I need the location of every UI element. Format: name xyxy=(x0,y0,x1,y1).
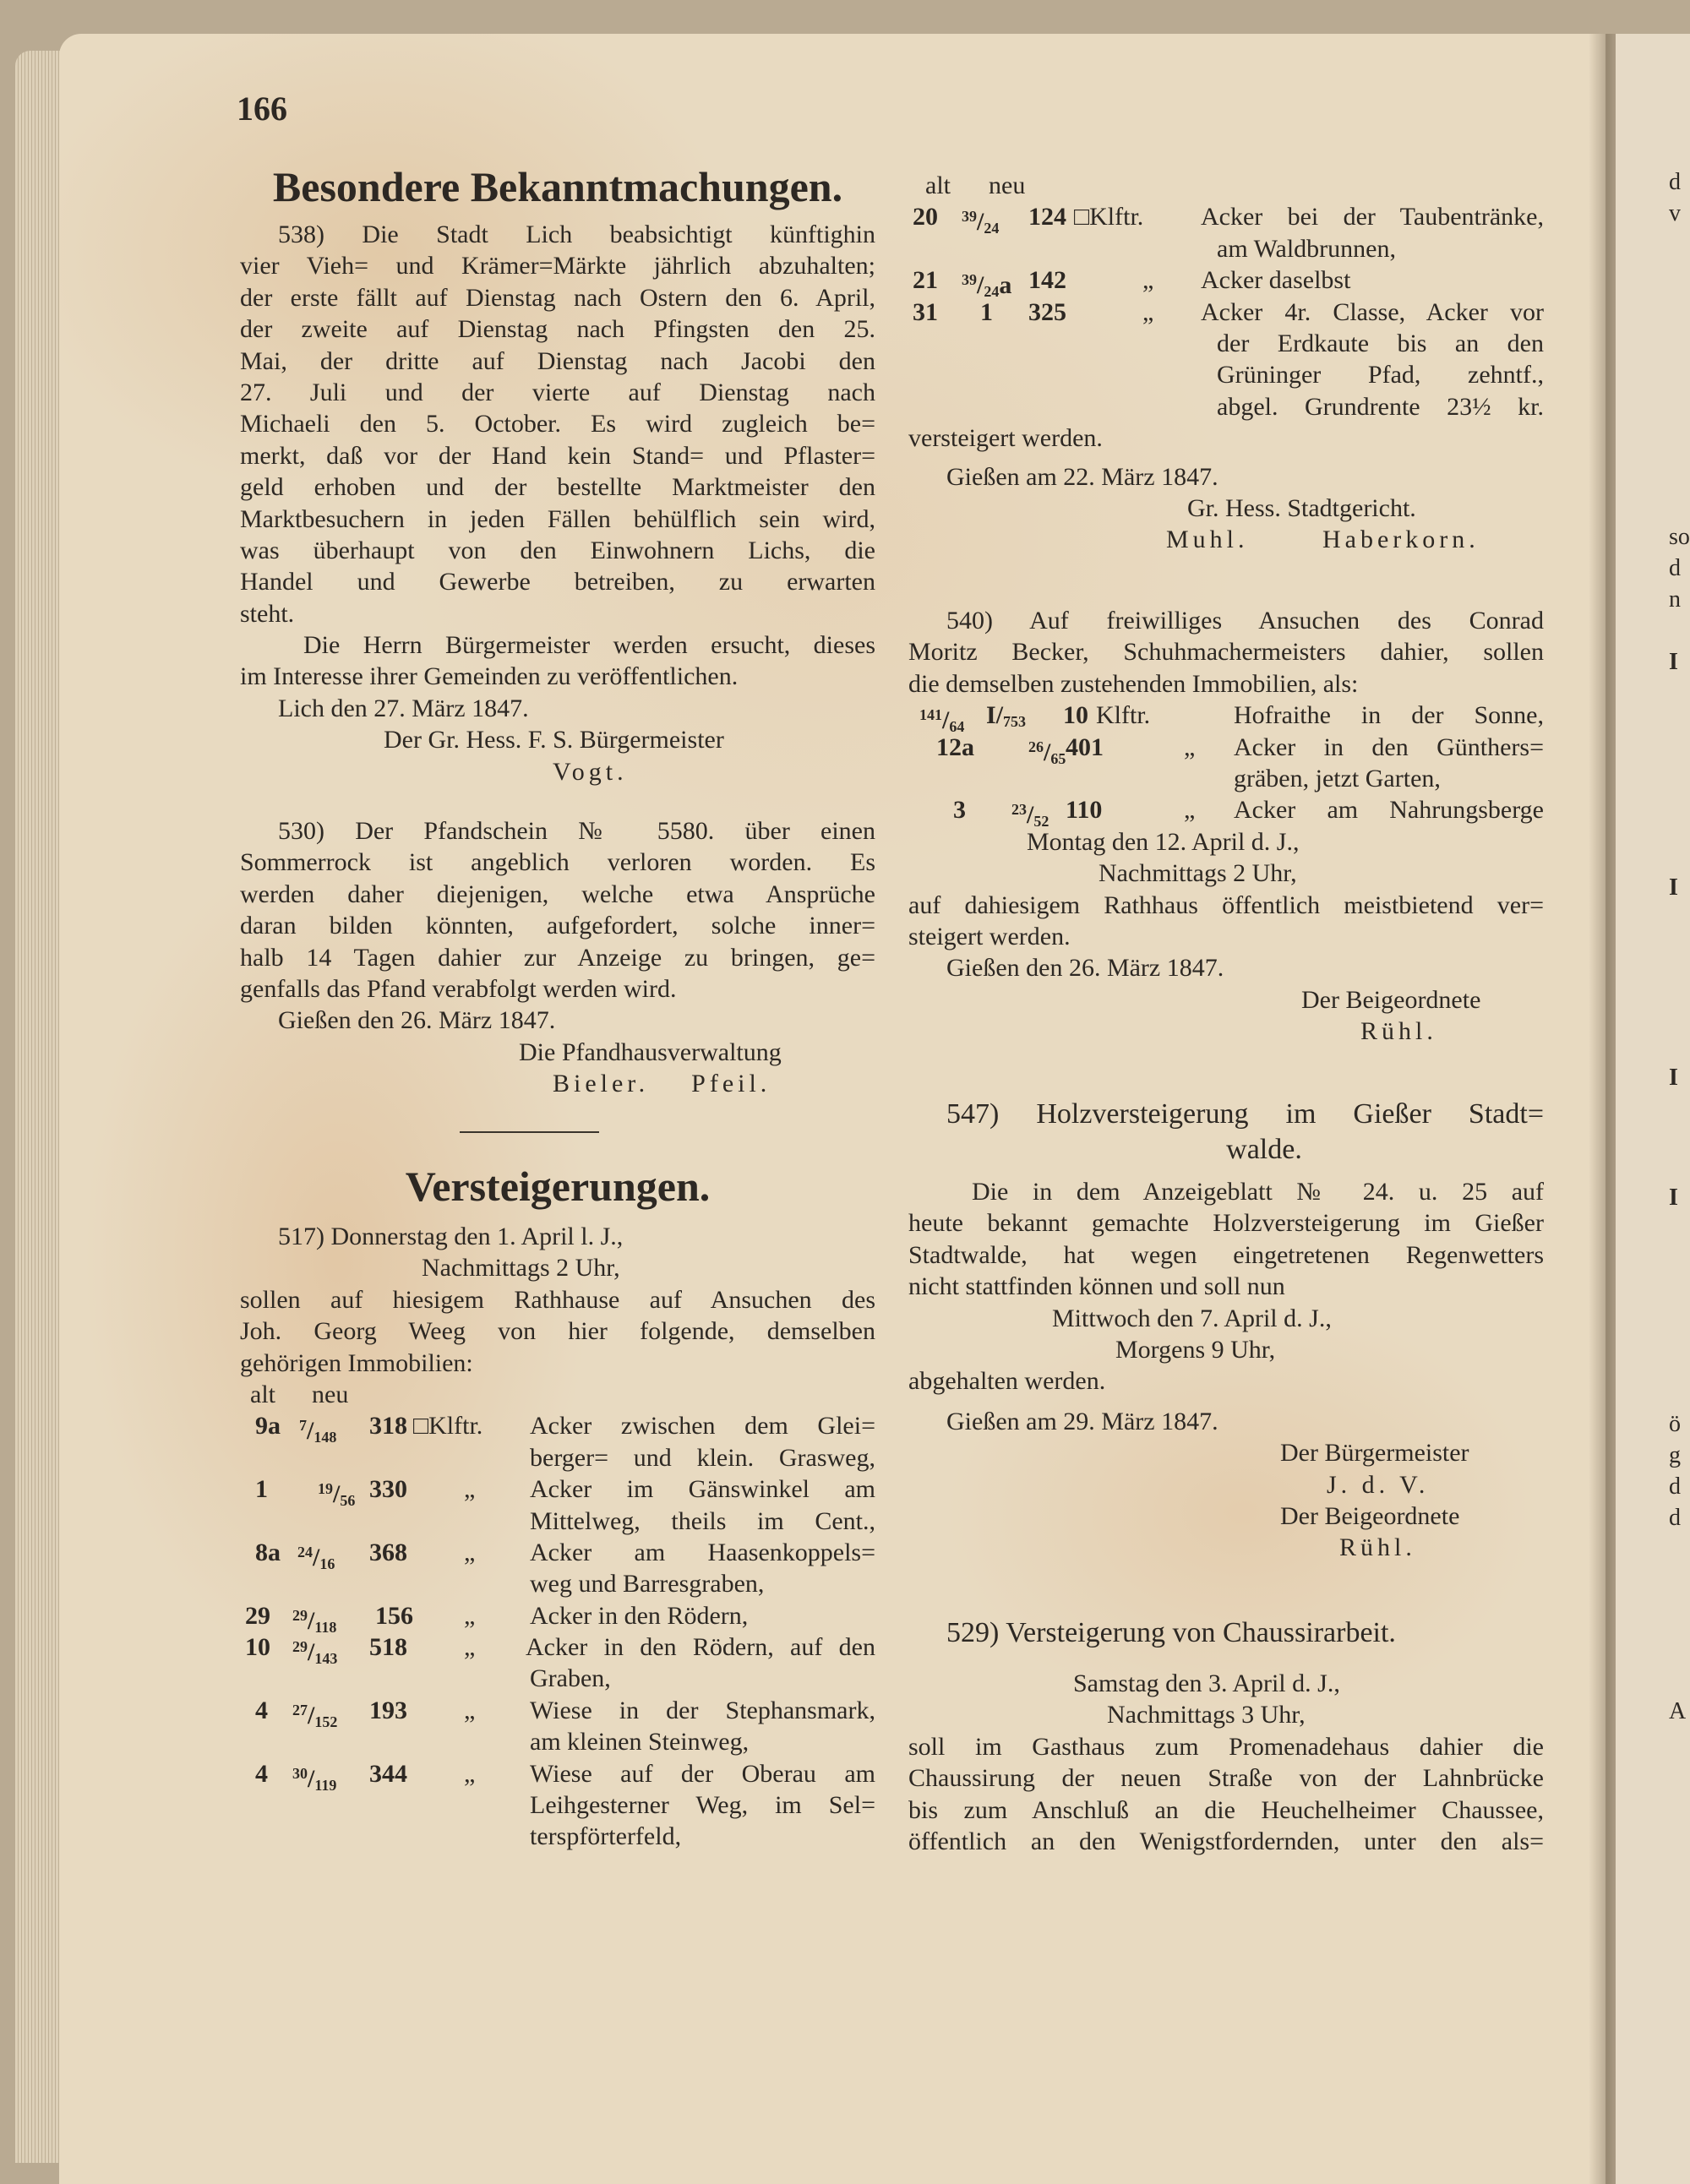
numerator: 39 xyxy=(962,208,977,226)
section-title-announcements: Besondere Bekanntmachungen. xyxy=(272,163,843,210)
notice-540 xyxy=(908,605,1544,1047)
area: 344 xyxy=(369,1759,407,1788)
text-line: halb 14 Tagen dahier zur Anzeige zu bringen, ge= xyxy=(240,943,875,972)
denominator: 56 xyxy=(340,1492,356,1510)
area: 193 xyxy=(369,1696,407,1724)
description: der Erdkaute bis an den xyxy=(1217,329,1544,357)
ditto-mark: „ xyxy=(1142,297,1154,326)
text-line: abgehalten werden. xyxy=(908,1367,1106,1396)
numerator: 141 xyxy=(919,706,942,724)
fragment: n xyxy=(1669,586,1681,613)
section-title-auctions: Versteigerungen. xyxy=(405,1163,711,1210)
neu-fraction: $^{39}/_{24}a$ xyxy=(962,271,1012,301)
signature-names xyxy=(908,524,1544,555)
area: 110 xyxy=(1066,796,1103,825)
fragment: ö xyxy=(1669,1411,1681,1437)
alt-number: 31 xyxy=(913,297,938,326)
notice-547 xyxy=(908,1097,1544,1564)
description: gräben, jetzt Garten, xyxy=(1234,764,1441,792)
description: am kleinen Steinweg, xyxy=(530,1728,750,1756)
fragment: d xyxy=(1669,1473,1681,1500)
text-line: versteigert werden. xyxy=(908,424,1103,453)
fragment: A xyxy=(1669,1698,1687,1724)
text-line: was überhaupt von den Einwohnern Lichs, die xyxy=(240,536,875,564)
area: 156 xyxy=(375,1601,413,1630)
signature-line: Gr. Hess. Stadtgericht. xyxy=(1187,493,1416,522)
neu-fraction: $^{27}/_{152}$ xyxy=(292,1701,338,1730)
area: 142 xyxy=(1028,266,1066,295)
table-row-cont xyxy=(908,233,1544,264)
text-line: Morgens 9 Uhr, xyxy=(1115,1335,1276,1364)
text-line: werden daher diejenigen, welche etwa Ansprüche xyxy=(240,880,875,908)
table-row-cont xyxy=(240,1726,875,1757)
alt-number: 9a xyxy=(255,1412,281,1441)
alt-number: 29 xyxy=(245,1601,270,1630)
neu-fraction: $^{24}/_{16}$ xyxy=(297,1543,335,1572)
date-line: Gießen am 22. März 1847. xyxy=(946,462,1218,491)
description: Acker am Nahrungsberge xyxy=(1234,796,1544,825)
date-line: Gießen am 29. März 1847. xyxy=(946,1407,1218,1435)
col-alt-header: alt xyxy=(250,1380,275,1408)
denominator: 119 xyxy=(314,1776,337,1794)
description: berger= und klein. Grasweg, xyxy=(530,1443,875,1472)
table-row xyxy=(240,1695,875,1730)
text-line: Moritz Becker, Schuhmachermeisters dahier, sollen xyxy=(908,638,1544,667)
alt-number: 4 xyxy=(255,1759,268,1788)
description: Acker bei der Taubentränke, xyxy=(1201,203,1544,231)
table-row xyxy=(240,1473,875,1510)
description: Acker daselbst xyxy=(1201,266,1351,295)
table-row-cont xyxy=(240,1663,875,1694)
text-line: soll im Gasthaus zum Promenadehaus dahier die xyxy=(908,1732,1544,1761)
text-line: 538) Die Stadt Lich beabsichtigt künftighin xyxy=(278,221,875,248)
denominator: 24 xyxy=(984,283,1000,301)
fragment: I xyxy=(1669,1065,1678,1091)
description: Leihgesterner Weg, im Sel= xyxy=(530,1791,875,1820)
col-alt-header: alt xyxy=(925,172,951,199)
table-row-cont xyxy=(240,1506,875,1537)
denominator: 148 xyxy=(313,1429,337,1446)
alt-number: 4 xyxy=(255,1696,268,1724)
table-row-cont xyxy=(240,1568,875,1599)
text-line: Die in dem Anzeigeblatt № 24. u. 25 auf xyxy=(972,1178,1544,1206)
neu-fraction: $^{19}/_{56}$ xyxy=(318,1480,356,1510)
ditto-mark: „ xyxy=(464,1601,476,1630)
signature-name: Muhl. xyxy=(1166,526,1249,554)
text-line: merkt, daß vor der Hand kein Stand= und Pflaster= xyxy=(240,441,875,470)
numerator: 29 xyxy=(292,1638,308,1656)
neu-fraction: $^{29}/_{143}$ xyxy=(292,1638,338,1668)
numerator: 27 xyxy=(292,1701,308,1718)
table-row xyxy=(240,1537,875,1572)
description: Acker 4r. Classe, Acker vor xyxy=(1201,297,1544,326)
text-line: daran bilden könnten, aufgefordert, solche inner= xyxy=(240,912,875,940)
text-line: Mittwoch den 7. April d. J., xyxy=(1052,1304,1332,1332)
text-line: 517) Donnerstag den 1. April l. J., xyxy=(278,1223,624,1250)
neu-fraction: $I/_{753}$ xyxy=(986,701,1027,731)
denominator: 24 xyxy=(984,220,1000,237)
description: Graben, xyxy=(530,1664,611,1693)
table-row xyxy=(908,201,1544,237)
text-line: Nachmittags 2 Uhr, xyxy=(422,1254,620,1283)
numerator: I xyxy=(986,701,996,730)
text-line: nicht stattfinden können und soll nun xyxy=(908,1272,1285,1301)
alt-number: 3 xyxy=(953,796,966,825)
notice-heading: walde. xyxy=(1226,1134,1302,1165)
alt-number: 12a xyxy=(936,733,974,761)
numerator: 39 xyxy=(962,271,977,289)
fragment: d xyxy=(1669,169,1681,195)
table-header xyxy=(908,170,1544,201)
neu-fraction: $^{26}/_{65}$ xyxy=(1028,738,1066,767)
unit: Klftr. xyxy=(1096,701,1151,730)
denominator: 52 xyxy=(1033,813,1049,831)
ditto-mark: „ xyxy=(1184,796,1196,825)
text-line: Michaeli den 5. October. Es wird zugleich be= xyxy=(240,410,875,438)
area: 518 xyxy=(369,1633,407,1662)
text-line: genfalls das Pfand verabfolgt werden wird. xyxy=(240,974,677,1003)
description: Acker in den Günthers= xyxy=(1234,733,1544,761)
notice-heading: 529) Versteigerung von Chaussirarbeit. xyxy=(946,1617,1396,1648)
notice-538 xyxy=(240,219,875,787)
numerator: 26 xyxy=(1028,738,1044,755)
denominator: 152 xyxy=(314,1713,338,1730)
area: 368 xyxy=(369,1538,407,1566)
page-number: 166 xyxy=(237,90,287,128)
table-row xyxy=(240,1410,875,1446)
notice-530 xyxy=(240,815,875,1100)
text-line: Samstag den 3. April d. J., xyxy=(1073,1669,1340,1697)
numerator: 29 xyxy=(292,1606,308,1624)
text-line: Montag den 12. April d. J., xyxy=(1027,827,1300,856)
text-line: Joh. Georg Weeg von hier folgende, demselben xyxy=(240,1317,875,1346)
denominator: 118 xyxy=(314,1618,337,1636)
signature-names: Bieler. Pfeil. xyxy=(553,1070,771,1098)
text-line: Die Herrn Bürgermeister werden ersucht, dieses xyxy=(303,631,875,660)
table-row xyxy=(908,732,1544,767)
signature-line: Der Beigeordnete xyxy=(1280,1501,1460,1530)
area: 401 xyxy=(1066,733,1104,761)
table-row xyxy=(908,264,1544,301)
table-row xyxy=(908,794,1544,831)
alt-number: 1 xyxy=(255,1475,268,1504)
text-line: Nachmittags 2 Uhr, xyxy=(1098,859,1297,888)
text-line: Mai, der dritte auf Dienstag nach Jacobi den xyxy=(240,346,875,375)
fragment: d xyxy=(1669,555,1681,581)
area: 124 xyxy=(1028,203,1066,231)
text-line: öffentlich an den Wenigstfordernden, unter den als= xyxy=(908,1827,1544,1855)
signature-line: Der Gr. Hess. F. S. Bürgermeister xyxy=(384,726,724,754)
table-row xyxy=(908,700,1544,736)
ditto-mark: „ xyxy=(464,1633,476,1662)
signature-name: Vogt. xyxy=(553,757,628,786)
alt-number: 10 xyxy=(245,1633,270,1662)
alt-number: 21 xyxy=(913,266,938,295)
text-line: gehörigen Immobilien: xyxy=(240,1348,473,1377)
signature-line: Der Bürgermeister xyxy=(1280,1439,1469,1468)
text-line: Marktbesuchern in jeden Fällen behülflich sein wird, xyxy=(240,504,875,533)
fragment: I xyxy=(1669,1185,1678,1211)
table-row xyxy=(240,1758,875,1794)
signature-name: Rühl. xyxy=(1360,1017,1437,1046)
ditto-mark: „ xyxy=(464,1538,476,1566)
suffix: a xyxy=(999,271,1012,300)
area: 318 xyxy=(369,1412,407,1441)
unit: □Klftr. xyxy=(1074,203,1144,231)
description: Acker in den Rödern, auf den xyxy=(526,1633,875,1662)
signature-name: Haberkorn. xyxy=(1322,526,1480,554)
text-line: der zweite auf Dienstag nach Pfingsten den 25. xyxy=(240,315,875,344)
fragment: I xyxy=(1669,874,1678,901)
text-line: Chaussirung der neuen Straße von der Lahnbrücke xyxy=(908,1764,1544,1793)
notice-517-continued xyxy=(908,170,1544,556)
ditto-mark: „ xyxy=(464,1696,476,1724)
description: abgel. Grundrente 23½ kr. xyxy=(1217,392,1544,421)
ditto-mark: „ xyxy=(464,1475,476,1504)
description: Wiese in der Stephansmark, xyxy=(530,1696,875,1724)
signature-line: Die Pfandhausverwaltung xyxy=(519,1038,782,1066)
notice-517 xyxy=(240,1221,875,1853)
text-line: Stadtwalde, hat wegen eingetretenen Regenwetters xyxy=(908,1240,1544,1269)
ditto-mark: „ xyxy=(1142,266,1154,295)
area: 325 xyxy=(1028,297,1066,326)
area: 10 xyxy=(1063,701,1088,730)
ditto-mark: „ xyxy=(1184,733,1196,761)
text-line: der erste fällt auf Dienstag nach Ostern den 6. April, xyxy=(240,283,875,312)
unit: □Klftr. xyxy=(413,1412,483,1441)
ditto-mark: „ xyxy=(464,1759,476,1788)
notice-529 xyxy=(908,1615,1544,1857)
text-line: sollen auf hiesigem Rathhause auf Ansuchen des xyxy=(240,1285,875,1314)
date-line: Gießen den 26. März 1847. xyxy=(946,954,1224,983)
text-line: geld erhoben und der bestellte Marktmeister den xyxy=(240,473,875,502)
text-line: Handel und Gewerbe betreiben, zu erwarten xyxy=(240,568,875,596)
fragment: so xyxy=(1669,524,1690,550)
description: Acker am Haasenkoppels= xyxy=(530,1538,875,1566)
description: terspförterfeld, xyxy=(530,1822,682,1851)
text-line: vier Vieh= und Krämer=Märkte jährlich abzuhalten; xyxy=(240,252,875,280)
description: Wiese auf der Oberau am xyxy=(530,1759,875,1788)
table-row xyxy=(240,1600,875,1636)
text-line: heute bekannt gemachte Holzversteigerung im Gießer xyxy=(908,1209,1544,1238)
numerator: 23 xyxy=(1011,801,1027,819)
neu-fraction: $^{23}/_{52}$ xyxy=(1011,801,1049,831)
fragment: d xyxy=(1669,1505,1681,1531)
text-line: auf dahiesigem Rathhaus öffentlich meistbietend ver= xyxy=(908,890,1544,919)
signature-name: Rühl. xyxy=(1339,1533,1416,1562)
date-line: Lich den 27. März 1847. xyxy=(278,694,529,722)
numerator: 7 xyxy=(299,1417,307,1435)
description: Acker zwischen dem Glei= xyxy=(530,1412,875,1441)
table-row-cont xyxy=(908,328,1544,359)
fragment: g xyxy=(1669,1442,1681,1468)
description: Hofraithe in der Sonne, xyxy=(1234,701,1544,730)
text-line: Sommerrock ist angeblich verloren worden. Es xyxy=(240,848,875,877)
neu-number: 1 xyxy=(980,297,993,326)
signature-line: J. d. V. xyxy=(1327,1470,1430,1499)
fragment: v xyxy=(1669,200,1681,226)
neu-fraction: $^7/_{148}$ xyxy=(299,1417,337,1446)
alt-number: 8a xyxy=(255,1538,281,1566)
table-row-cont xyxy=(908,359,1544,390)
table-row-cont xyxy=(240,1789,875,1821)
description: weg und Barresgraben, xyxy=(530,1570,765,1599)
denominator: 143 xyxy=(314,1650,338,1668)
numerator: 24 xyxy=(297,1543,313,1560)
table-row xyxy=(908,297,1544,328)
alt-number: 20 xyxy=(913,203,938,231)
text-line: steigert werden. xyxy=(908,922,1071,950)
notice-heading: 547) Holzversteigerung im Gießer Stadt= xyxy=(946,1098,1544,1130)
table-row-cont xyxy=(908,763,1544,794)
col-neu-header: neu xyxy=(989,172,1026,199)
table-header xyxy=(240,1379,875,1410)
denominator: 64 xyxy=(949,718,965,736)
neu-fraction: $^{30}/_{119}$ xyxy=(292,1764,337,1794)
text-line: Nachmittags 3 Uhr, xyxy=(1107,1701,1306,1729)
section-divider xyxy=(460,1131,599,1133)
text-line: 540) Auf freiwilliges Ansuchen des Conrad xyxy=(946,607,1544,635)
text-line: steht. xyxy=(240,599,295,628)
denominator: 753 xyxy=(1003,713,1027,731)
text-line: 27. Juli und der vierte auf Dienstag nach xyxy=(240,378,875,406)
text-line: im Interesse ihrer Gemeinden zu veröffentlichen. xyxy=(240,662,739,691)
neu-fraction: $^{39}/_{24}$ xyxy=(962,208,1000,237)
neu-fraction: $^{29}/_{118}$ xyxy=(292,1606,337,1636)
text-line: 530) Der Pfandschein № 5580. über einen xyxy=(278,817,875,845)
fragment: I xyxy=(1669,649,1678,675)
date-line: Gießen den 26. März 1847. xyxy=(278,1006,556,1035)
table-row-cont xyxy=(908,391,1544,422)
description: Mittelweg, theils im Cent., xyxy=(530,1506,875,1535)
denominator: 65 xyxy=(1050,749,1066,767)
next-page-edge xyxy=(1616,34,1690,2184)
text-line: die demselben zustehenden Immobilien, als: xyxy=(908,669,1359,698)
numerator: 30 xyxy=(292,1764,308,1782)
alt-fraction: $^{141}/_{64}$ xyxy=(919,706,965,736)
table-row-cont xyxy=(240,1442,875,1473)
description: Acker in den Rödern, xyxy=(530,1601,749,1630)
table-row-cont xyxy=(240,1821,875,1852)
description: Acker im Gänswinkel am xyxy=(530,1475,875,1504)
text-line: bis zum Anschluß an die Heuchelheimer Chaussee, xyxy=(908,1795,1544,1824)
description: am Waldbrunnen, xyxy=(1217,234,1396,263)
col-neu-header: neu xyxy=(312,1380,349,1408)
description: Grüninger Pfad, zehntf., xyxy=(1217,361,1544,389)
area: 330 xyxy=(369,1475,407,1504)
numerator: 19 xyxy=(318,1480,333,1498)
denominator: 16 xyxy=(319,1555,335,1572)
table-row xyxy=(240,1631,875,1668)
signature-line: Der Beigeordnete xyxy=(1301,985,1481,1014)
